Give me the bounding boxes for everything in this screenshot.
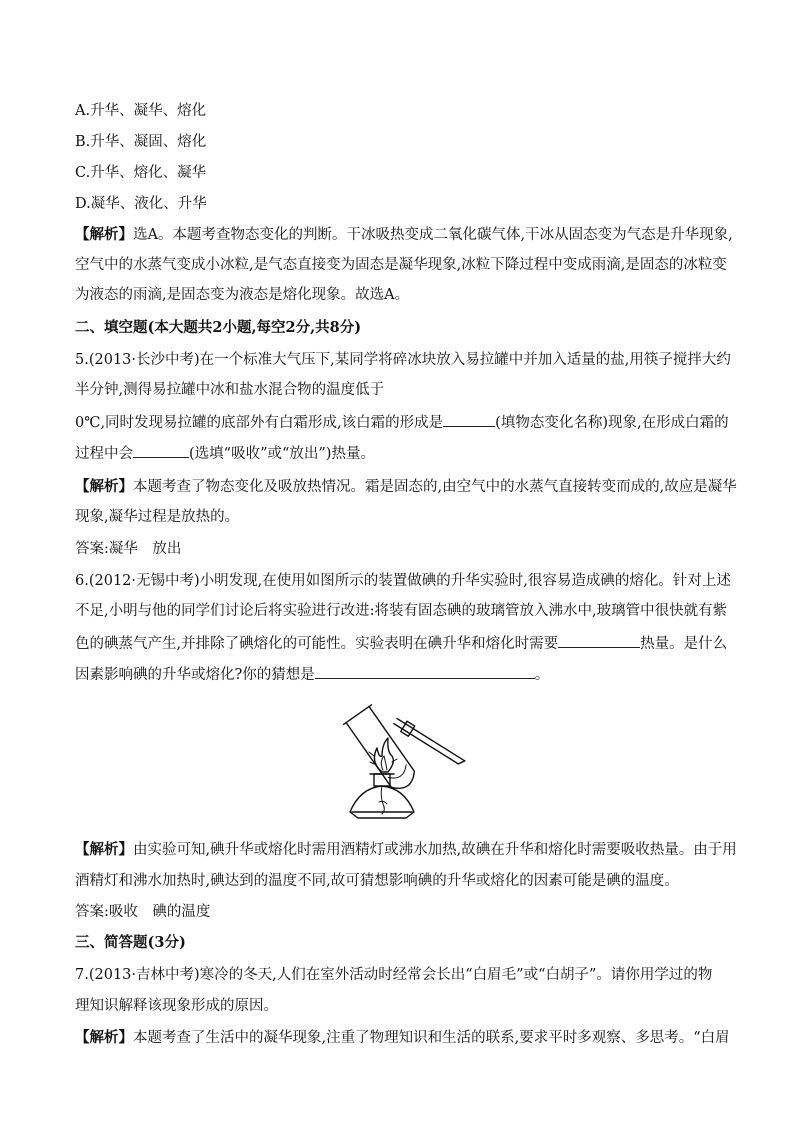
flame (369, 738, 397, 772)
q6-text-4b: 。 (534, 667, 550, 683)
q5-text-4a: 过程中会 (75, 446, 133, 462)
iodine-apparatus-figure (330, 700, 470, 828)
q5-answer: 答案:凝华 放出 (75, 541, 182, 557)
q5-line2: 半分钟,测得易拉罐中冰和盐水混合物的温度低于 (75, 382, 385, 398)
option-c: C.升华、熔化、凝华 (75, 165, 207, 181)
q6-text-3b: 热量。是什么 (640, 636, 728, 652)
q6-line2: 不足,小明与他的同学们讨论后将实验进行改进:将装有固态碘的玻璃管放入沸水中,玻璃管中很快就有紫 (75, 603, 728, 619)
option-b: B.升华、凝固、熔化 (75, 134, 207, 150)
q6-analysis-line2: 酒精灯和沸水加热时,碘达到的温度不同,故可猜想影响碘的升华或熔化的因素可能是碘的温度。 (75, 873, 679, 889)
q6-text-4a: 因素影响碘的升华或熔化?你的猜想是 (75, 667, 315, 683)
q5-analysis-line2: 现象,凝华过程是放热的。 (75, 509, 240, 525)
q6-answer: 答案:吸收 碘的温度 (75, 904, 211, 920)
q5-blank-2[interactable] (133, 443, 189, 458)
q7-line1: 7.(2013·吉林中考)寒冷的冬天,人们在室外活动时经常会长出“白眉毛”或“白胡子”。请你用学过的物 (75, 967, 713, 983)
q4-analysis-line2: 空气中的水蒸气变成小冰粒,是气态直接变为固态是凝华现象,冰粒下降过程中变成雨滴,是固态的冰粒变 (75, 257, 727, 273)
q7-analysis-line1 (75, 1028, 730, 1048)
q4-analysis-line1 (75, 225, 733, 245)
q6-blank-1[interactable] (558, 633, 640, 648)
q6-line3 (75, 633, 727, 654)
q5-blank-1[interactable] (443, 412, 495, 427)
analysis-text: 选A。本题考查物态变化的判断。干冰吸热变成二氧化碳气体,干冰从固态变为气态是升华现象, (133, 227, 733, 243)
q5-line3 (75, 412, 729, 433)
analysis-label: 【解析】 (75, 1029, 133, 1046)
analysis-text: 由实验可知,碘升华或熔化时需用酒精灯或沸水加热,故碘在升华和熔化时需要吸收热量。由于用 (133, 842, 737, 858)
q5-line1: 5.(2013·长沙中考)在一个标准大气压下,某同学将碎冰块放入易拉罐中并加入适量的盐,用筷子搅拌大约 (75, 352, 731, 368)
q7-line2: 理知识解释该现象形成的原因。 (75, 998, 278, 1014)
analysis-label: 【解析】 (75, 478, 133, 495)
q6-line1: 6.(2012·无锡中考)小明发现,在使用如图所示的装置做碘的升华实验时,很容易造成碘的熔化。针对上述 (75, 573, 731, 589)
alcohol-lamp (350, 774, 414, 818)
q6-text-3a: 色的碘蒸气产生,并排除了碘熔化的可能性。实验表明在碘升华和熔化时需要 (75, 636, 559, 652)
q5-text-4b: (选填“吸收”或“放出”)热量。 (189, 446, 375, 462)
q5-text-3a: 0℃,同时发现易拉罐的底部外有白霜形成,该白霜的形成是 (75, 415, 444, 431)
analysis-text: 本题考查了生活中的凝华现象,注重了物理知识和生活的联系,要求平时多观察、多思考。“白眉 (133, 1030, 730, 1046)
section3-title: 三、简答题(3分) (75, 934, 186, 951)
analysis-label: 【解析】 (75, 226, 133, 243)
analysis-text: 本题考查了物态变化及吸放热情况。霜是固态的,由空气中的水蒸气直接转变而成的,故应是凝华 (133, 479, 737, 495)
q5-line4 (75, 443, 375, 464)
clamp (392, 716, 466, 769)
q6-blank-2[interactable] (315, 664, 535, 679)
option-d: D.凝华、液化、升华 (75, 196, 207, 212)
q5-text-3b: (填物态变化名称)现象,在形成白霜的 (495, 415, 729, 431)
q6-analysis-line1 (75, 840, 737, 860)
analysis-label: 【解析】 (75, 841, 133, 858)
q4-analysis-line3: 为液态的雨滴,是固态变为液态是熔化现象。故选A。 (75, 287, 410, 303)
q6-line4 (75, 664, 549, 685)
q5-analysis-line1 (75, 477, 737, 497)
option-a: A.升华、凝华、熔化 (75, 103, 207, 119)
section2-title: 二、填空题(本大题共2小题,每空2分,共8分) (75, 319, 362, 336)
